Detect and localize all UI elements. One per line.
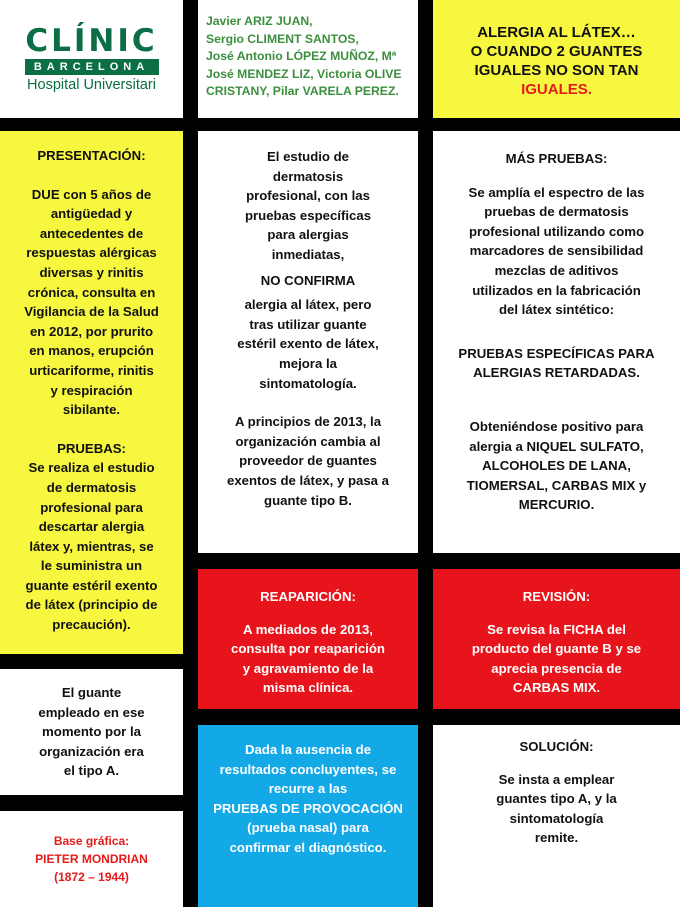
mas-pruebas-text: mezclas de aditivos [494,262,619,278]
estudio-text: dermatosis [272,168,344,184]
mas-pruebas-text: utilizados en la fabricación [472,282,641,298]
reaparicion-text: misma clínica. [262,680,354,696]
reaparicion-panel [198,569,418,709]
title-line: IGUALES NO SON TAN [474,62,639,79]
pruebas-heading: PRUEBAS: [57,440,126,456]
title-line: ALERGIA AL LÁTEX… [477,24,636,41]
presentacion-panel [0,131,183,654]
resultados-text: MERCURIO. [518,497,595,513]
estudio-text: El estudio de [266,149,350,164]
revision-text: Se revisa la FICHA del [487,621,626,637]
mas-pruebas-heading: MÁS PRUEBAS: [505,151,608,166]
mas-pruebas-text: Se amplía el espectro de las [468,184,645,200]
mas-pruebas-text: profesional utilizando como [468,223,645,239]
guante-text: empleado en ese [38,704,145,720]
provocacion-text: confirmar el diagnóstico. [229,839,387,855]
presentacion-text: en manos, erupción [29,343,154,359]
revision-heading: REVISIÓN: [522,589,591,604]
solucion-text: Se insta a emplear [498,771,615,787]
solucion-panel [433,725,680,907]
presentacion-text: crónica, consulta en [27,284,156,300]
presentacion-text: antecedentes de [39,225,144,241]
reaparicion-text: consulta por reaparición [231,641,385,657]
author-line: Sergio CLIMENT SANTOS, [206,31,359,46]
estudio-text: sintomatología. [259,375,357,391]
provocacion-text: resultados concluyentes, se [219,761,397,777]
poster-title [433,0,680,118]
estudio-text: organización cambia al [235,433,381,449]
pruebas-text: descartar alergia [38,519,145,535]
title-line: O CUANDO 2 GUANTES [470,43,643,60]
pruebas-especificas-text: PRUEBAS ESPECÍFICAS PARA [458,345,655,361]
pruebas-text: de látex (principio de [25,597,158,613]
no-confirma-label: NO CONFIRMA [260,272,356,288]
mas-pruebas-text: del látex sintético: [498,302,615,318]
resultados-text: ALCOHOLES DE LANA, [482,458,631,474]
revision-text: aprecia presencia de [491,660,622,676]
clinic-logo [0,0,183,118]
authors-panel [198,0,418,118]
presentacion-text: diversas y rinitis [39,264,144,280]
presentacion-text: sibilante. [62,402,121,418]
estudio-text: A principios de 2013, la [234,414,382,430]
logo-city: BARCELONA [25,59,159,75]
solucion-text: sintomatología [509,810,604,826]
base-grafica-text: (1872 – 1944) [54,870,129,884]
author-line: José MENDEZ LIZ, Victoria OLIVE [206,66,402,81]
mas-pruebas-text: marcadores de sensibilidad [469,243,644,259]
guante-text: el tipo A. [63,763,120,779]
revision-text: CARBAS MIX. [512,680,601,696]
pruebas-text: guante estéril exento [25,577,158,593]
presentacion-text: y respiración [50,382,133,398]
guante-text: organización era [39,743,144,759]
solucion-text: guantes tipo A, y la [496,791,617,807]
presentacion-text: respuestas alérgicas [26,245,157,261]
logo-subtitle: Hospital Universitari [27,76,156,93]
pruebas-text: profesional para [40,499,143,515]
presentacion-text: Vigilancia de la Salud [24,304,159,320]
title-highlight: IGUALES. [521,81,592,98]
pruebas-text: de dermatosis [46,479,137,495]
mas-pruebas-panel [433,131,680,553]
base-grafica-text: Base gráfica: [53,834,130,848]
estudio-text: mejora la [279,355,337,371]
pruebas-especificas-text: ALERGIAS RETARDADAS. [473,365,640,381]
guante-text: El guante [61,685,122,701]
estudio-text: guante tipo B. [264,492,352,508]
resultados-text: Obteniéndose positivo para [469,418,644,434]
solucion-text: remite. [534,830,579,846]
revision-panel [433,569,680,709]
estudio-text: proveedor de guantes [239,453,377,469]
author-line: José Antonio LÓPEZ MUÑOZ, Mª [206,49,397,64]
pruebas-text: le suministra un [40,558,143,574]
estudio-text: inmediatas, [271,246,345,262]
revision-text: producto del guante B y se [471,641,642,657]
estudio-text: pruebas específicas [244,207,372,223]
pruebas-text: látex y, mientras, se [29,538,154,554]
reaparicion-text: A mediados de 2013, [243,621,373,637]
estudio-panel [198,131,418,553]
provocacion-text: (prueba nasal) para [247,820,369,836]
logo-name: CLÍNIC [25,22,158,59]
guante-text: momento por la [42,724,141,740]
estudio-text: profesional, con las [246,188,370,204]
presentacion-heading: PRESENTACIÓN: [37,148,146,163]
base-grafica-text: PIETER MONDRIAN [35,852,148,866]
resultados-text: alergia a NIQUEL SULFATO, [469,438,644,454]
presentacion-text: en 2012, por prurito [29,323,154,339]
guante-panel [0,669,183,795]
resultados-text: TIOMERSAL, CARBAS MIX y [466,477,647,493]
author-line: CRISTANY, Pilar VARELA PEREZ. [206,84,399,99]
reaparicion-text: y agravamiento de la [242,660,374,676]
base-grafica-panel [0,811,183,907]
estudio-text: alergia al látex, pero [244,297,372,313]
estudio-text: exentos de látex, y pasa a [227,472,389,488]
provocacion-panel [198,725,418,907]
reaparicion-heading: REAPARICIÓN: [260,589,356,604]
estudio-text: tras utilizar guante [249,316,367,332]
estudio-text: estéril exento de látex, [237,336,379,352]
pruebas-text: precaución). [52,617,131,633]
pruebas-text: Se realiza el estudio [28,460,155,476]
presentacion-text: urticariforme, rinitis [29,362,154,378]
provocacion-text: PRUEBAS DE PROVOCACIÓN [213,800,403,816]
mas-pruebas-text: pruebas de dermatosis [484,204,629,220]
presentacion-text: DUE con 5 años de [31,186,152,202]
solucion-heading: SOLUCIÓN: [519,739,594,754]
presentacion-text: antigüedad y [50,206,133,222]
estudio-text: para alergias [267,227,349,243]
provocacion-text: Dada la ausencia de [244,742,372,757]
author-line: Javier ARIZ JUAN, [206,14,313,28]
provocacion-text: recurre a las [268,781,348,797]
